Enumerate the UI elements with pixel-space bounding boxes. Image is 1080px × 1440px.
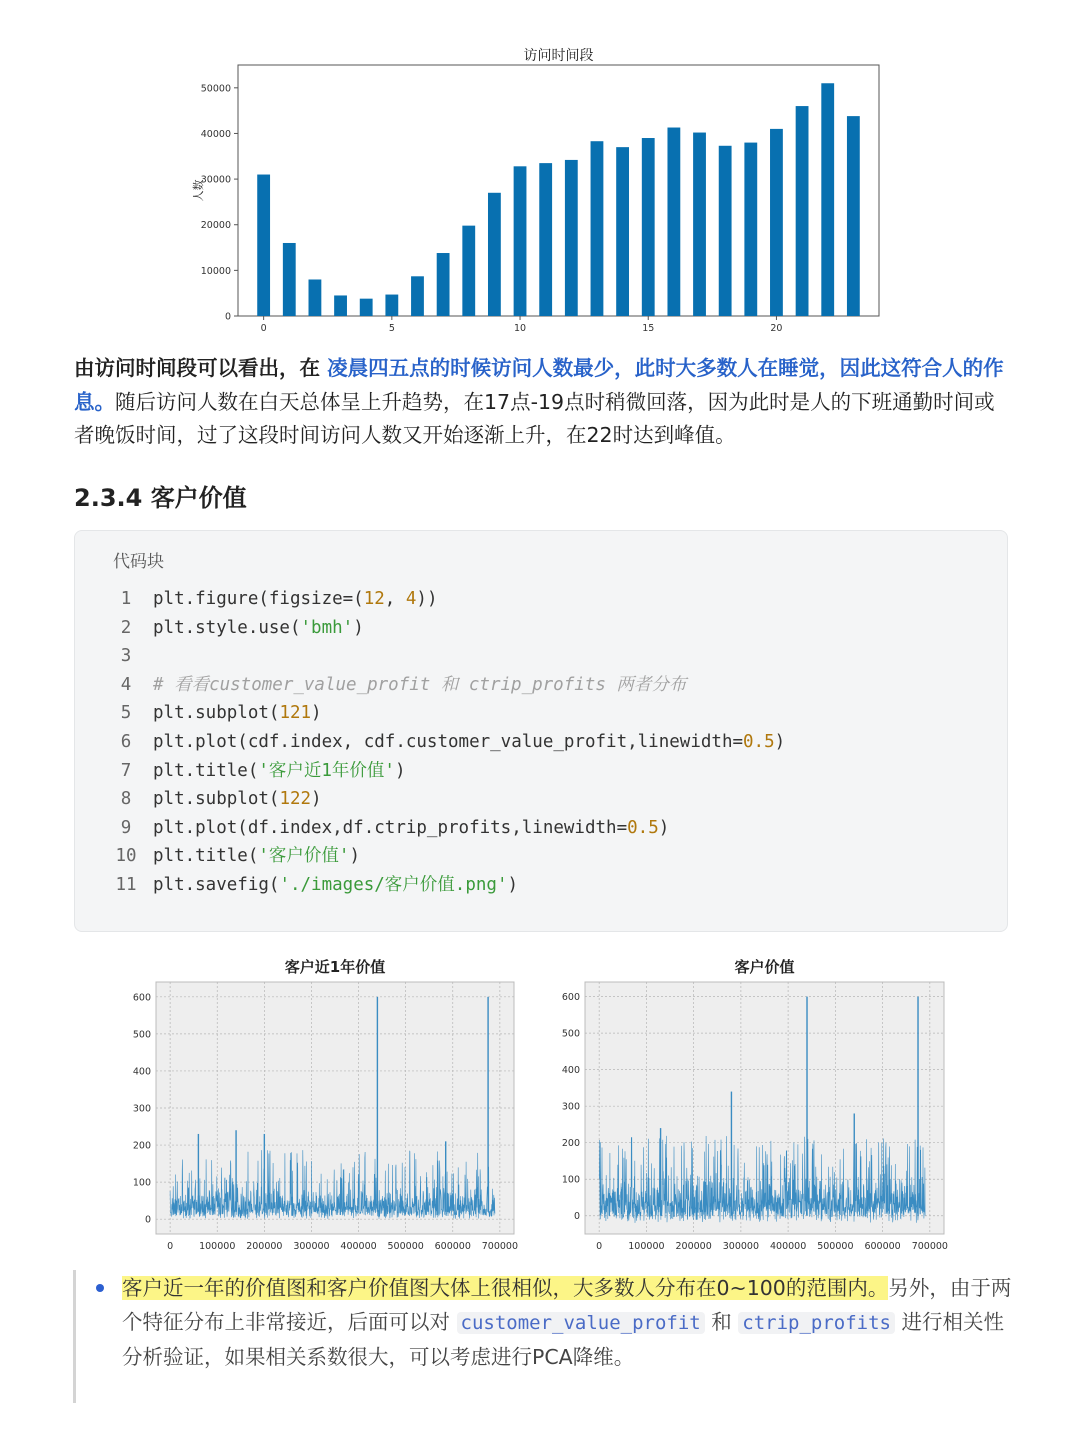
y-tick-label: 300: [561, 1101, 580, 1113]
code-token: ): [658, 817, 670, 838]
x-tick-label: 100000: [199, 1241, 236, 1252]
x-tick-label: 400000: [340, 1241, 377, 1252]
code-token: ): [311, 703, 322, 724]
code-token: plt.style.use(: [153, 617, 301, 638]
code-token: ,: [384, 589, 406, 609]
visit-time-bar-chart: [186, 40, 896, 340]
x-tick-label: 200000: [246, 1241, 283, 1252]
code-text: [153, 699, 979, 728]
bar: [821, 83, 834, 316]
code-token: ): [507, 874, 519, 895]
code-token: 122: [279, 789, 312, 810]
y-axis-label: 人数: [192, 179, 205, 202]
y-tick-label: 0: [573, 1211, 580, 1223]
bar: [539, 163, 552, 316]
x-tick-label: 500000: [817, 1241, 854, 1252]
code-line: [99, 614, 979, 643]
bullet-text-3: 进行相关性分析验证，如果相关系数很大，可以考虑进行PCA降维。: [122, 1310, 1005, 1369]
bar: [283, 243, 296, 316]
code-line: [99, 814, 979, 843]
code-text: [153, 871, 979, 900]
bar: [309, 279, 322, 316]
code-token: 'bmh': [300, 617, 354, 638]
code-token: plt.subplot(: [153, 703, 280, 724]
code-text: [153, 814, 979, 843]
line-number: 7: [120, 760, 132, 781]
chart-title: 访问时间段: [523, 48, 594, 64]
line-number: 11: [115, 874, 137, 895]
x-tick-label: 0: [167, 1241, 174, 1252]
y-tick-label: 500: [561, 1028, 580, 1040]
code-token: ): [394, 760, 406, 781]
y-tick-label: 500: [132, 1029, 151, 1041]
code-token: plt.title(: [153, 846, 259, 867]
code-token: )): [416, 589, 438, 609]
bar: [796, 106, 809, 316]
y-tick-label: 600: [561, 992, 580, 1004]
bar: [667, 128, 680, 316]
bar: [744, 143, 757, 316]
bar: [847, 116, 860, 316]
code-text: [153, 671, 979, 700]
code-text: [153, 614, 979, 643]
code-line: [99, 757, 979, 786]
line-number: 1: [120, 589, 132, 609]
x-tick-label: 500000: [387, 1241, 424, 1252]
code-token: ): [353, 617, 364, 638]
code-token: '客户价值': [258, 846, 350, 867]
code-line: [99, 871, 979, 900]
customer-value-1yr-chart: [120, 950, 530, 1260]
bar: [257, 175, 270, 316]
code-token: 121: [279, 703, 312, 724]
code-token: 0.5: [743, 731, 775, 752]
code-text: [153, 642, 979, 671]
y-tick-label: 0: [144, 1214, 151, 1226]
x-tick-label: 700000: [481, 1241, 519, 1252]
bar: [334, 295, 347, 316]
line-number: 9: [120, 817, 132, 838]
line-number: 4: [120, 674, 132, 695]
bar: [565, 160, 578, 316]
bar: [488, 193, 501, 316]
bullet-dot: [96, 1284, 104, 1292]
bar: [437, 253, 450, 316]
chart-title: 客户近1年价值: [284, 958, 386, 976]
x-tick-label: 100000: [628, 1241, 665, 1252]
x-tick-label: 400000: [769, 1241, 807, 1252]
paragraph-lead: 由访问时间段可以看出，在: [74, 356, 320, 380]
highlighted-sentence: 客户近一年的价值图和客户价值图大体上很相似，大多数人分布在0~100的范围内。: [122, 1276, 889, 1300]
bar: [385, 295, 398, 316]
code-line: [99, 585, 979, 614]
paragraph-highlight: 凌晨四五点的时候访问人数最少，此时大多数人在睡觉，因此这符合人的作息。: [74, 356, 1004, 414]
y-tick-label: 10000: [200, 265, 231, 277]
y-tick-label: 30000: [200, 174, 231, 186]
x-tick-label: 700000: [911, 1241, 948, 1252]
bar: [591, 141, 604, 316]
bar: [693, 133, 706, 316]
bar: [719, 146, 732, 316]
code-token: ): [774, 731, 786, 752]
y-tick-label: 100: [561, 1174, 580, 1186]
code-text: [153, 585, 979, 614]
analysis-paragraph: [74, 352, 1014, 453]
x-tick-label: 300000: [722, 1241, 760, 1252]
y-tick-label: 100: [132, 1177, 151, 1189]
bar: [462, 226, 475, 316]
bar: [514, 166, 527, 316]
bullet-text-1: 另外，由于两个特征分布上非常接近，后面可以对: [122, 1276, 1012, 1334]
line-number: 5: [120, 703, 132, 724]
bar: [360, 299, 373, 316]
x-tick-label: 20: [770, 323, 783, 334]
x-tick-label: 5: [388, 323, 395, 334]
code-token: 4: [405, 589, 417, 609]
code-block-title: 代码块: [113, 552, 164, 572]
y-tick-label: 50000: [200, 83, 231, 95]
x-tick-label: 300000: [293, 1241, 330, 1252]
line-number: 3: [120, 646, 132, 667]
code-token: plt.plot(cdf.index, cdf.customer_value_profit,linewidth=: [153, 731, 744, 752]
bar: [642, 138, 655, 316]
code-token: 0.5: [627, 817, 659, 838]
code-token: '客户近1年价值': [258, 760, 395, 781]
x-tick-label: 200000: [675, 1241, 712, 1252]
customer-value-chart: [555, 950, 955, 1260]
code-token: plt.savefig(: [153, 874, 280, 895]
x-tick-label: 0: [596, 1241, 603, 1252]
quote-bar: [73, 1270, 76, 1403]
chart-title: 客户价值: [734, 958, 795, 976]
line-number: 2: [120, 617, 132, 638]
code-token: './images/客户价值.png': [279, 874, 508, 895]
line-number: 8: [120, 789, 132, 810]
bullet-text-2: 和: [704, 1310, 739, 1334]
code-line: [99, 728, 979, 757]
code-token: 12: [363, 589, 385, 609]
y-tick-label: 600: [132, 992, 151, 1004]
y-tick-label: 0: [224, 311, 231, 323]
code-line: [99, 842, 979, 871]
code-line: [99, 785, 979, 814]
x-tick-label: 600000: [864, 1241, 901, 1252]
code-token: plt.subplot(: [153, 789, 280, 810]
bar: [616, 147, 629, 316]
section-heading: 2.3.4 客户价值: [74, 484, 247, 512]
y-tick-label: 200: [561, 1138, 580, 1150]
code-block: [74, 530, 1008, 932]
y-tick-label: 300: [132, 1103, 151, 1115]
code-token: ): [349, 846, 360, 867]
code-token: plt.plot(df.index,df.ctrip_profits,linewidth=: [153, 817, 628, 838]
y-tick-label: 400: [561, 1065, 580, 1077]
y-tick-label: 400: [132, 1066, 151, 1078]
code-line: [99, 642, 979, 671]
x-tick-label: 600000: [434, 1241, 471, 1252]
y-tick-label: 20000: [200, 220, 231, 232]
bar: [411, 276, 424, 316]
code-token: plt.title(: [153, 760, 259, 781]
code-text: [153, 785, 979, 814]
line-number: 10: [115, 846, 137, 867]
code-line: [99, 671, 979, 700]
bullet-paragraph: [122, 1271, 1012, 1374]
inline-code-ctrip-profits: ctrip_profits: [738, 1312, 895, 1334]
line-number: 6: [120, 731, 132, 752]
code-text: [153, 728, 979, 757]
y-tick-label: 200: [132, 1140, 151, 1152]
code-lines: [99, 585, 979, 900]
code-line: [99, 699, 979, 728]
paragraph-rest: 随后访问人数在白天总体呈上升趋势，在17点-19点时稍微回落，因为此时是人的下班通勤时间或者晚饭时间，过了这段时间访问人数又开始逐渐上升，在22时达到峰值。: [74, 389, 995, 447]
x-tick-label: 0: [260, 323, 267, 334]
code-token: # 看看customer_value_profit 和 ctrip_profits 两者分布: [153, 674, 687, 695]
inline-code-customer-value-profit: customer_value_profit: [457, 1312, 705, 1334]
bar: [770, 129, 783, 316]
code-text: [153, 842, 979, 871]
y-tick-label: 40000: [200, 128, 231, 140]
x-tick-label: 15: [642, 323, 655, 334]
code-token: plt.figure(figsize=(: [153, 589, 364, 609]
code-text: [153, 757, 979, 786]
x-tick-label: 10: [513, 323, 527, 334]
code-token: ): [311, 789, 322, 810]
